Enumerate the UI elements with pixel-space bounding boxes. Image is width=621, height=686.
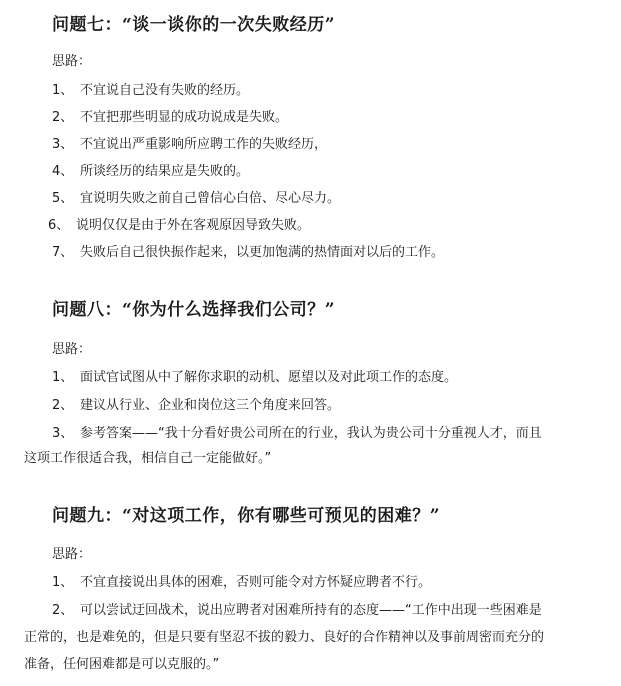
- question-7-item-4: [52, 160, 249, 179]
- item-number: 3、: [52, 426, 74, 441]
- question-8-label: 思路：: [52, 342, 92, 357]
- question-9-item-2: [52, 599, 542, 618]
- item-text: 建议从行业、企业和岗位这三个角度来回答。: [80, 398, 341, 413]
- item-text: 宜说明失败之前自己曾信心白倍、尽心尽力。: [80, 191, 341, 206]
- question-8-item-3-continuation: 这项工作很适合我，相信自己一定能做好。”: [24, 451, 272, 466]
- item-text: 参考答案——“我十分看好贵公司所在的行业，我认为贵公司十分重视人才，而且: [80, 426, 542, 441]
- question-7-item-5: [52, 187, 340, 206]
- question-7-item-1: [52, 79, 249, 98]
- question-7-item-7: [52, 241, 444, 260]
- question-7-label: 思路：: [52, 54, 92, 69]
- item-number: 1、: [52, 370, 74, 385]
- question-7-item-2: [52, 106, 288, 125]
- item-text: 说明仅仅是由于外在客观原因导致失败。: [76, 218, 311, 233]
- item-number: 1、: [52, 575, 74, 590]
- question-9-title: 问题九：“对这项工作，你有哪些可预见的困难？”: [52, 506, 441, 526]
- item-number: 5、: [52, 191, 74, 206]
- question-7-item-6: [48, 214, 310, 233]
- question-8-item-2: [52, 394, 340, 413]
- item-number: 7、: [52, 245, 74, 260]
- item-number: 2、: [52, 110, 74, 125]
- item-text: 不宜说自己没有失败的经历。: [80, 83, 250, 98]
- item-text: 面试官试图从中了解你求职的动机、愿望以及对此项工作的态度。: [80, 370, 458, 385]
- item-text: 所谈经历的结果应是失败的。: [80, 164, 250, 179]
- question-8-title: 问题八：“你为什么选择我们公司？”: [52, 300, 336, 320]
- item-text: 不宜说出严重影响所应聘工作的失败经历，: [80, 137, 328, 152]
- item-number: 2、: [52, 398, 74, 413]
- question-7-title: 问题七：“谈一谈你的一次失败经历”: [52, 15, 336, 35]
- item-number: 1、: [52, 83, 74, 98]
- question-9-item-2-continuation-2: 准备，任何困难都是可以克服的。”: [24, 657, 220, 672]
- item-number: 3、: [52, 137, 74, 152]
- question-9-label: 思路：: [52, 547, 92, 562]
- item-number: 4、: [52, 164, 74, 179]
- item-number: 6、: [48, 218, 70, 233]
- item-text: 失败后自己很快振作起来，以更加饱满的热情面对以后的工作。: [80, 245, 445, 260]
- question-7-item-3: [52, 133, 327, 152]
- item-text: 可以尝试迂回战术，说出应聘者对困难所持有的态度——“工作中出现一些困难是: [80, 603, 542, 618]
- question-8-item-3: [52, 422, 542, 441]
- question-9-item-1: [52, 571, 431, 590]
- question-9-item-2-continuation-1: 正常的，也是难免的，但是只要有坚忍不拔的毅力、良好的合作精神以及事前周密而充分的: [24, 630, 545, 645]
- item-text: 不宜把那些明显的成功说成是失败。: [80, 110, 289, 125]
- item-text: 不宜直接说出具体的困难，否则可能令对方怀疑应聘者不行。: [80, 575, 432, 590]
- question-8-item-1: [52, 366, 457, 385]
- item-number: 2、: [52, 603, 74, 618]
